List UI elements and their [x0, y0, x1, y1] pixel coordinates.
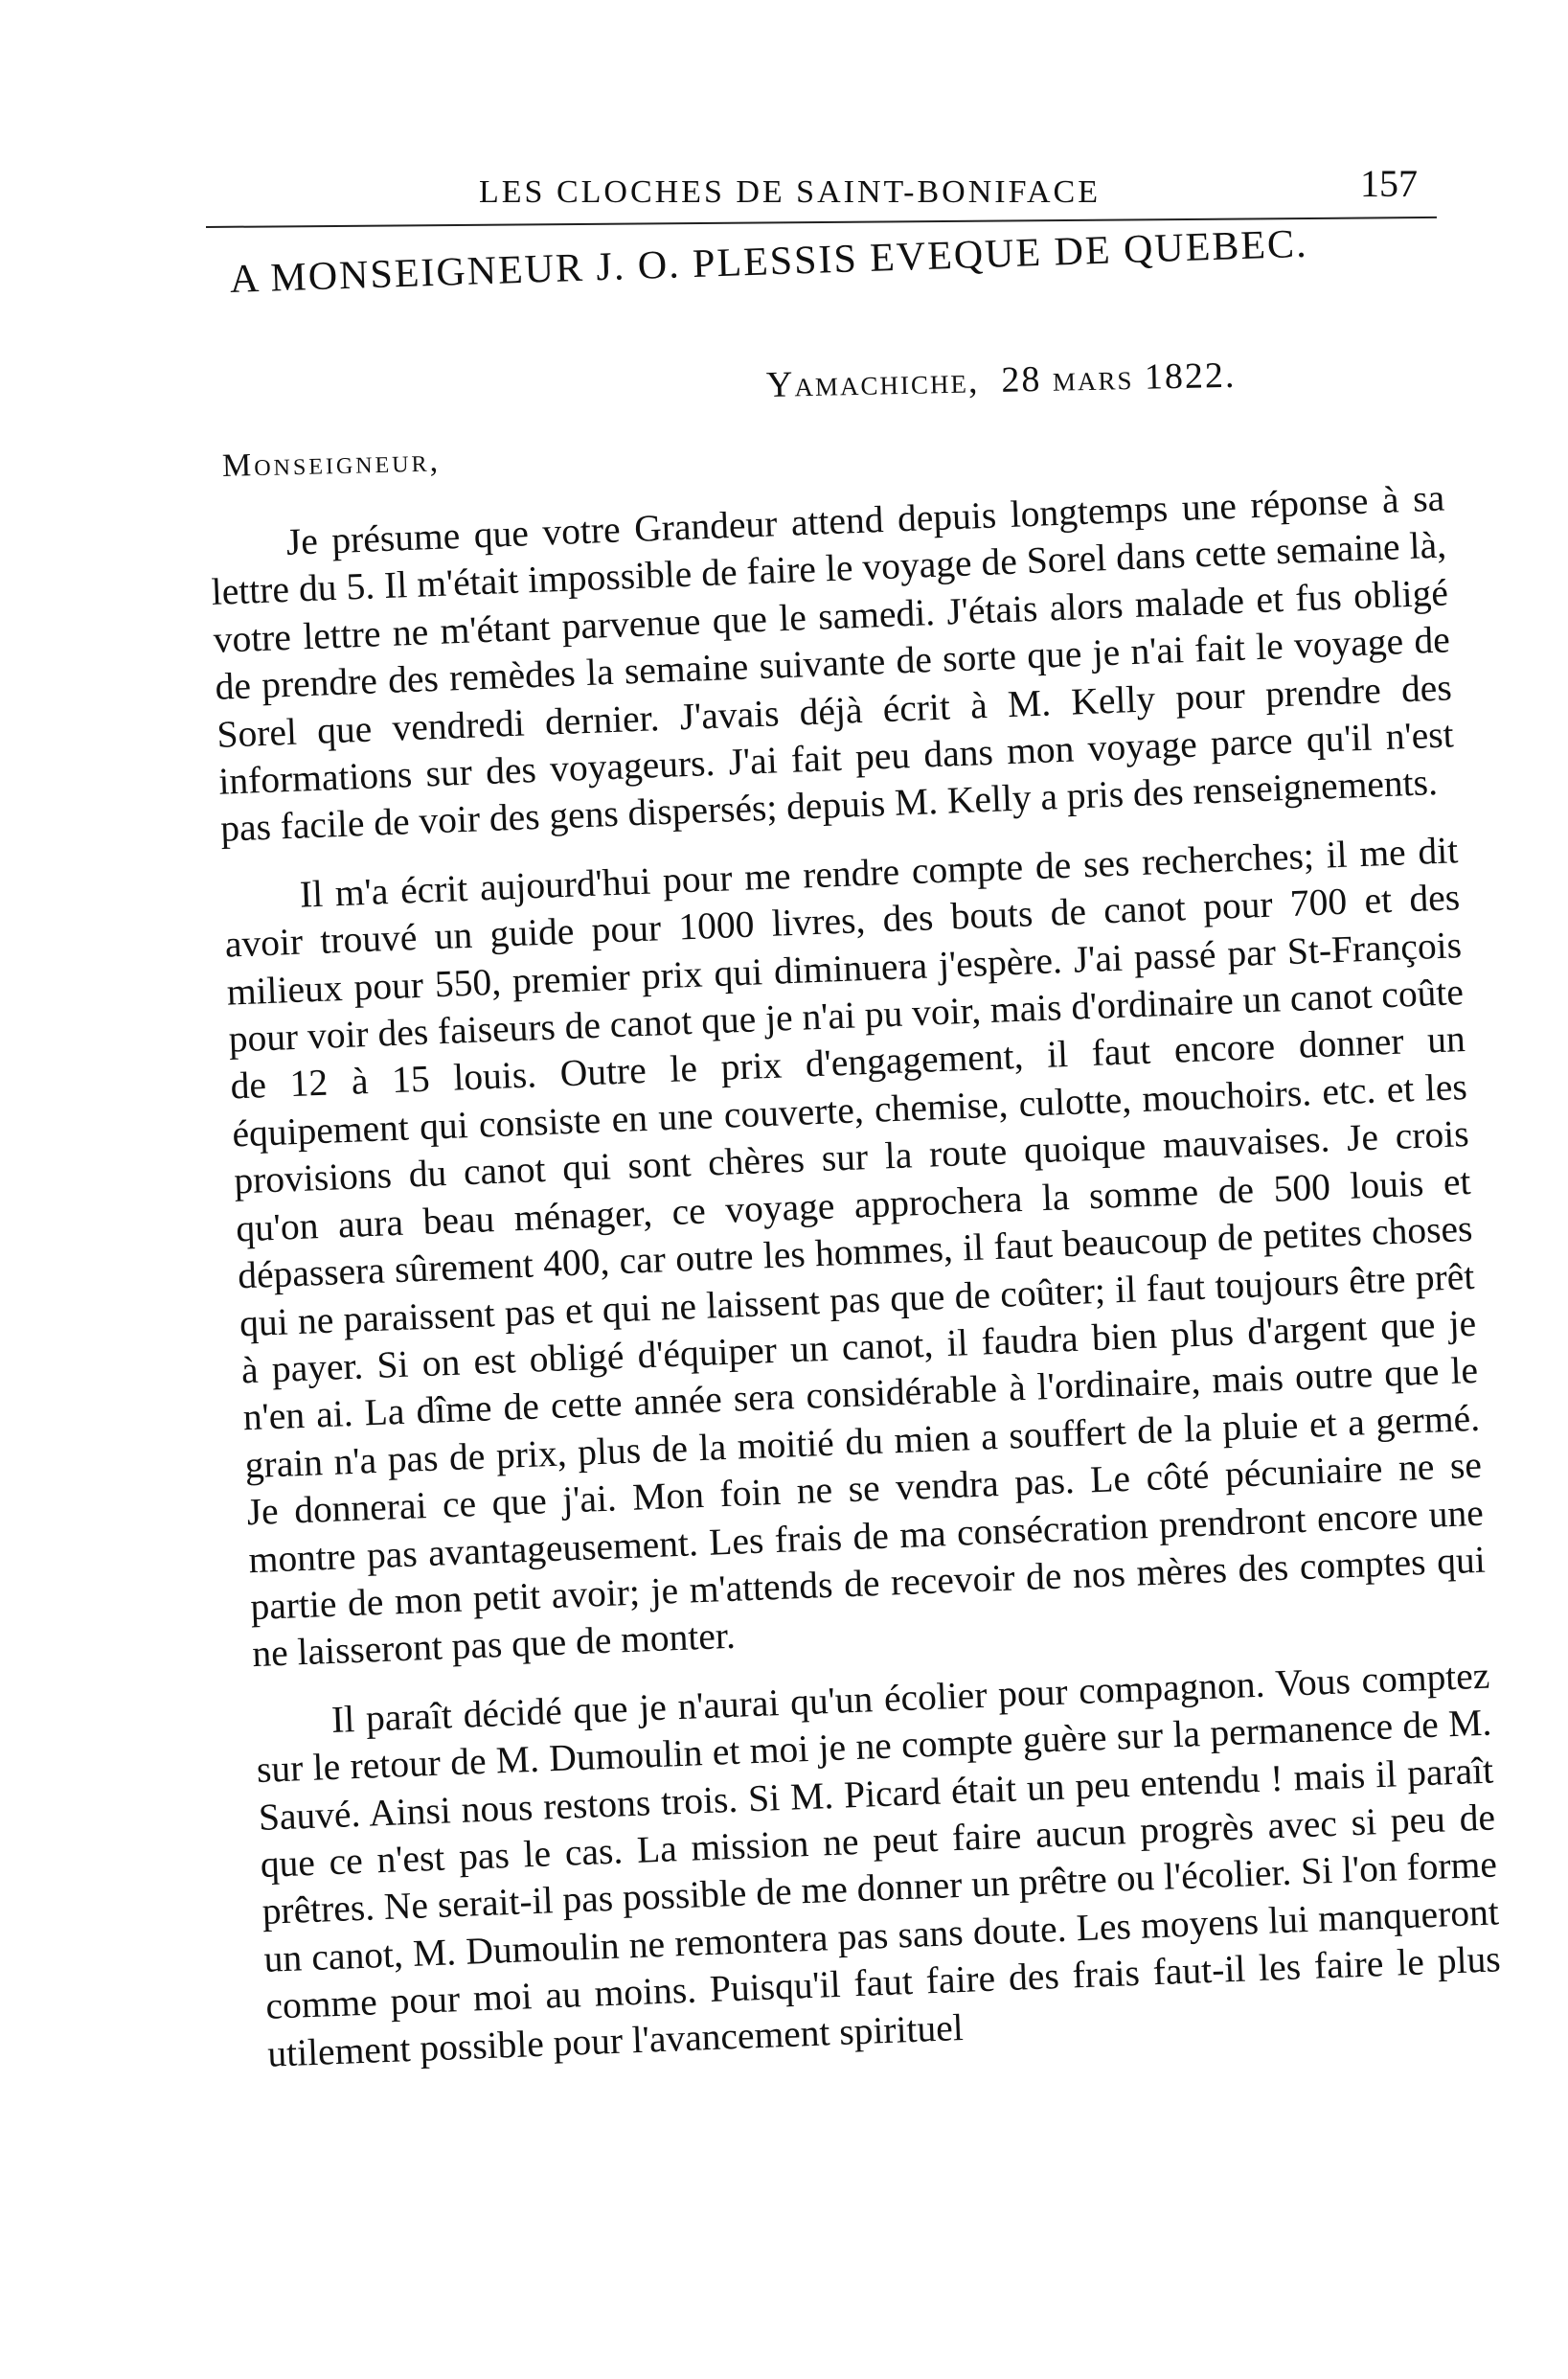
letter-body	[209, 474, 1504, 2098]
dateline-place: Yamachiche,	[765, 360, 980, 405]
running-title: LES CLOCHES DE SAINT-BONIFACE	[479, 174, 1101, 210]
dateline	[766, 355, 1237, 406]
paragraph-3: Il paraît décidé que je n'aurai qu'un écolier pour compagnon. Vous comptez sur le retour de M. Dumoulin et moi je ne compte guère sur la permanence de M. Sauvé. Ainsi nous restons trois. Si M. Picard était un peu entendu ! mais il paraît que ce n'est pas le cas. La mission ne peut faire aucun progrès avec si peu de prêtres. Ne serait-il pas possible de me donner un prêtre ou l'écolier. Si l'on forme un canot, M. Dumoulin ne remontera pas sans doute. Les moyens lui manqueront comme pour moi au moins. Puisqu'il faut faire des frais faut-il les faire le plus utilement possible pour l'avancement spirituel	[256, 1654, 1502, 2075]
paragraph-1: Je présume que votre Grandeur attend depuis longtemps une réponse à sa lettre du 5. Il m'était impossible de faire le voyage de Sorel dans cette semaine là, votre lettre ne m'étant parvenue que le samedi. J'étais alors malade et fus obligé de prendre des remèdes la semaine suivante de sorte que je n'ai fait le voyage de Sorel que vendredi dernier. J'avais déjà écrit à M. Kelly pour prendre des informations sur des voyageurs. J'ai fait peu dans mon voyage parce qu'il n'est pas facile de voir des gens dispersés; depuis M. Kelly a pris des renseignements.	[210, 476, 1455, 851]
salutation: Monseigneur,	[221, 443, 442, 484]
dateline-date-text: 28 mars 1822.	[1000, 355, 1237, 400]
letter-heading: A MONSEIGNEUR J. O. PLESSIS EVEQUE DE QUEBEC.	[229, 221, 1309, 302]
paragraph-2: Il m'a écrit aujourd'hui pour me rendre compte de ses recherches; il me dit avoir trouvé un guide pour 1000 livres, des bouts de canot pour 700 et des milieux pour 550, premier prix qui diminuera j'espère. J'ai passé par St-François pour voir des faiseurs de canot que je n'ai pu voir, mais d'ordinaire un canot coûte de 12 à 15 louis. Outre le prix d'engagement, il faut encore donner un équipement qui consiste en une couverte, chemise, culotte, mouchoirs. etc. et les provisions du canot qui sont chères sur la route quoique mauvaises. Je crois qu'on aura beau ménager, ce voyage approchera la somme de 500 louis et dépassera sûrement 400, car outre les hommes, il faut beaucoup de petites choses qui ne paraissent pas et qui ne laissent pas que de coûter; il faut toujours être prêt à payer. Si on est obligé d'équiper un canot, il faudra bien plus d'argent que je n'en ai. La dîme de cette année sera considérable à l'ordinaire, mais outre que le grain n'a pas de prix, plus de la moitié du mien a souffert de la pluie et a germé. Je donnerai ce que j'ai. Mon foin ne se vendra pas. Le côté pécuniaire ne se montre pas avantageusement. Les frais de ma consécration prendront encore une partie de mon petit avoir; je m'attends de recevoir de nos mères des comptes qui ne laisseront pas que de monter.	[224, 829, 1487, 1676]
dateline-date	[989, 355, 1236, 400]
page-number: 157	[1360, 162, 1418, 205]
running-head	[479, 161, 1437, 218]
